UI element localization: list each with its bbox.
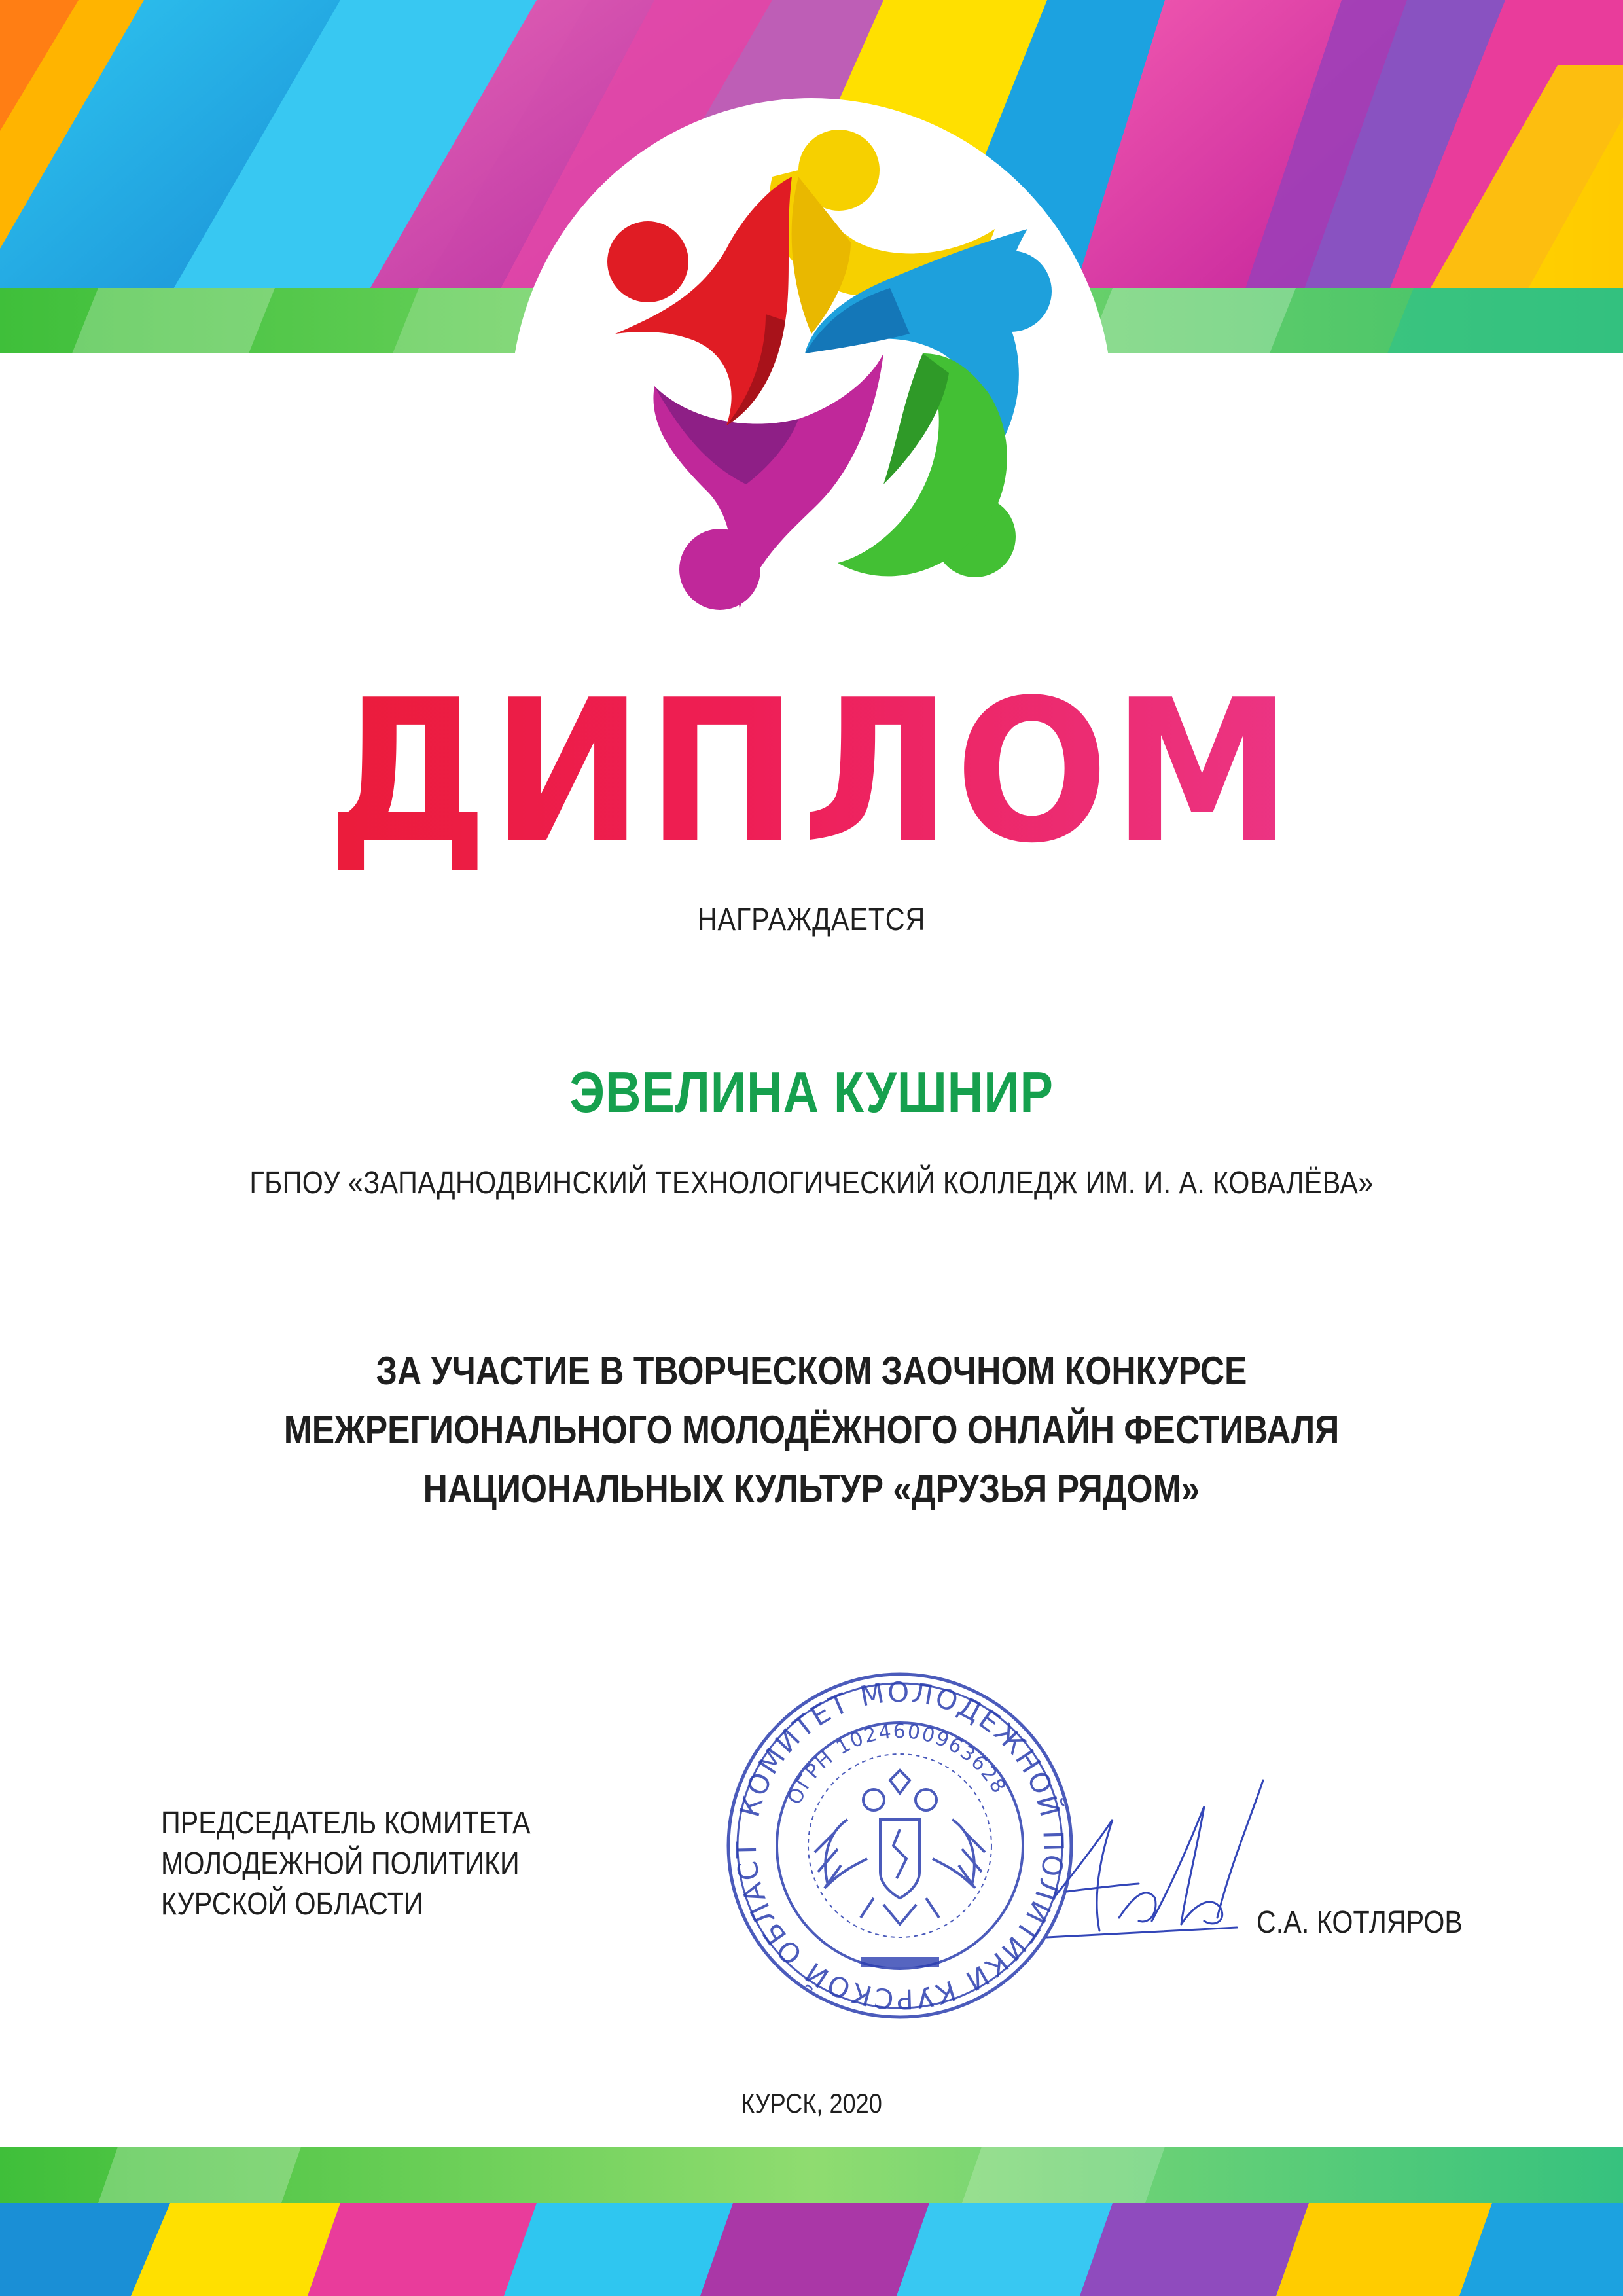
signatory-title-line: КУРСКОЙ ОБЛАСТИ	[161, 1887, 423, 1922]
coat-of-arms-icon	[815, 1770, 985, 1924]
recipient-organization: ГБПОУ «ЗАПАДНОДВИНСКИЙ ТЕХНОЛОГИЧЕСКИЙ КОЛЛЕДЖ ИМ. И. А. КОВАЛЁВА»	[249, 1166, 1374, 1200]
signatory-title	[161, 1803, 531, 1925]
award-reason-line: ЗА УЧАСТИЕ В ТВОРЧЕСКОМ ЗАОЧНОМ КОНКУРСЕ	[376, 1349, 1247, 1393]
award-reason	[114, 1342, 1510, 1518]
award-reason-line: НАЦИОНАЛЬНЫХ КУЛЬТУР «ДРУЗЬЯ РЯДОМ»	[423, 1467, 1200, 1511]
stamp-outer-text: КОМИТЕТ МОЛОДЕЖНОЙ ПОЛИТИКИ КУРСКОЙ ОБЛАСТ	[730, 1676, 1070, 2016]
stamp-ogrn: ОГРН 1024600963628	[783, 1720, 1011, 1808]
official-stamp	[717, 1662, 1083, 2029]
diploma-title: ДИПЛОМ	[65, 674, 1558, 870]
handwritten-signature	[1041, 1767, 1276, 1964]
award-reason-line: МЕЖРЕГИОНАЛЬНОГО МОЛОДЁЖНОГО ОНЛАЙН ФЕСТИВАЛЯ	[283, 1408, 1340, 1452]
awarded-to-label: НАГРАЖДАЕТСЯ	[697, 903, 926, 937]
signatory-name: С.А. КОТЛЯРОВ	[1257, 1905, 1463, 1940]
bottom-decorative-band	[0, 2147, 1623, 2296]
signatory-title-line: МОЛОДЕЖНОЙ ПОЛИТИКИ	[161, 1846, 520, 1881]
people-circle-logo-icon	[497, 105, 1126, 668]
signatory-title-line: ПРЕДСЕДАТЕЛЬ КОМИТЕТА	[161, 1806, 531, 1840]
place-and-year: КУРСК, 2020	[741, 2088, 882, 2119]
recipient-name: ЭВЕЛИНА КУШНИР	[569, 1060, 1054, 1124]
